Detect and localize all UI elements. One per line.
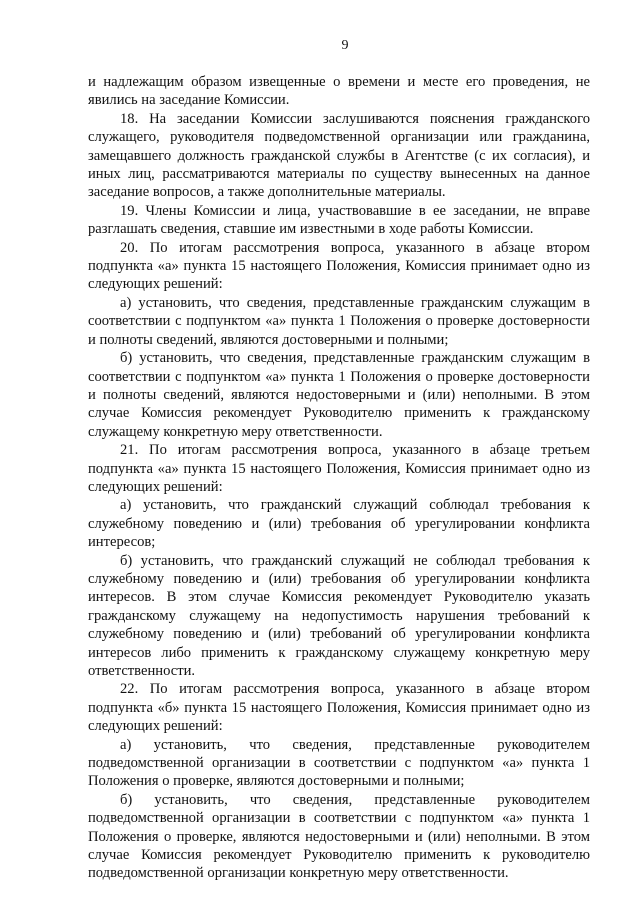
- paragraph-21b: б) установить, что гражданский служащий не соблюдал требования к служебному поведению и (или) требования об урегулировании конфликта интересов. В этом случае Комиссия рекомендует Руководителю указать гражданскому служащему на недопустимость нарушения требований к служебному поведению и (или) требований об урегулировании конфликта интересов либо применить к гражданскому служащему конкретную меру ответственности.: [88, 552, 590, 679]
- paragraph-20: 20. По итогам рассмотрения вопроса, указанного в абзаце втором подпункта «а» пункта 15 настоящего Положения, Комиссия принимает одно из следующих решений:: [88, 239, 590, 293]
- paragraph-21a: а) установить, что гражданский служащий соблюдал требования к служебному поведению и (или) требования об урегулировании конфликта интересов;: [88, 497, 590, 551]
- paragraph-20a: а) установить, что сведения, представленные гражданским служащим в соответствии с подпунктом «а» пункта 1 Положения о проверке достоверности и полноты сведений, являются достоверными и полными;: [88, 294, 590, 348]
- paragraph-22: 22. По итогам рассмотрения вопроса, указанного в абзаце втором подпункта «б» пункта 15 настоящего Положения, Комиссия принимает одно из следующих решений:: [88, 681, 590, 735]
- paragraph-19: 19. Члены Комиссии и лица, участвовавшие в ее заседании, не вправе разглашать сведения, ставшие им известными в ходе работы Комиссии.: [88, 202, 590, 238]
- paragraph-21: 21. По итогам рассмотрения вопроса, указанного в абзаце третьем подпункта «а» пункта 15 настоящего Положения, Комиссия принимает одно из следующих решений:: [88, 442, 590, 495]
- paragraph-continuation: и надлежащим образом извещенные о времени и месте его проведения, не явились на заседание Комиссии.: [88, 74, 590, 109]
- paragraph-20b: б) установить, что сведения, представленные гражданским служащим в соответствии с подпунктом «а» пункта 1 Положения о проверке достоверности и полноты сведений, являются недостоверными и (или) неполными. В этом случае Комиссия рекомендует Руководителю применить к гражданскому служащему конкретную меру ответственности.: [88, 350, 590, 440]
- paragraph-22a: а) установить, что сведения, представленные руководителем подведомственной организации в соответствии с подпунктом «а» пункта 1 Положения о проверке, являются достоверными и полными;: [88, 736, 590, 790]
- paragraph-22b: б) установить, что сведения, представленные руководителем подведомственной организации в соответствии с подпунктом «а» пункта 1 Положения о проверке, являются недостоверными и (или) неполными. В этом случае Комиссия рекомендует Руководителю применить к руководителю подведомственной организации конкретную меру ответственности.: [88, 791, 590, 882]
- paragraph-18: 18. На заседании Комиссии заслушиваются пояснения гражданского служащего, руководителя подведомственной организации или гражданина, замещавшего должность гражданской службы в Агентстве (с их согласия), и иных лиц, рассматриваются материалы по существу вынесенных на данное заседание вопросов, а также дополнительные материалы.: [88, 110, 590, 201]
- page-number: 9: [341, 38, 349, 53]
